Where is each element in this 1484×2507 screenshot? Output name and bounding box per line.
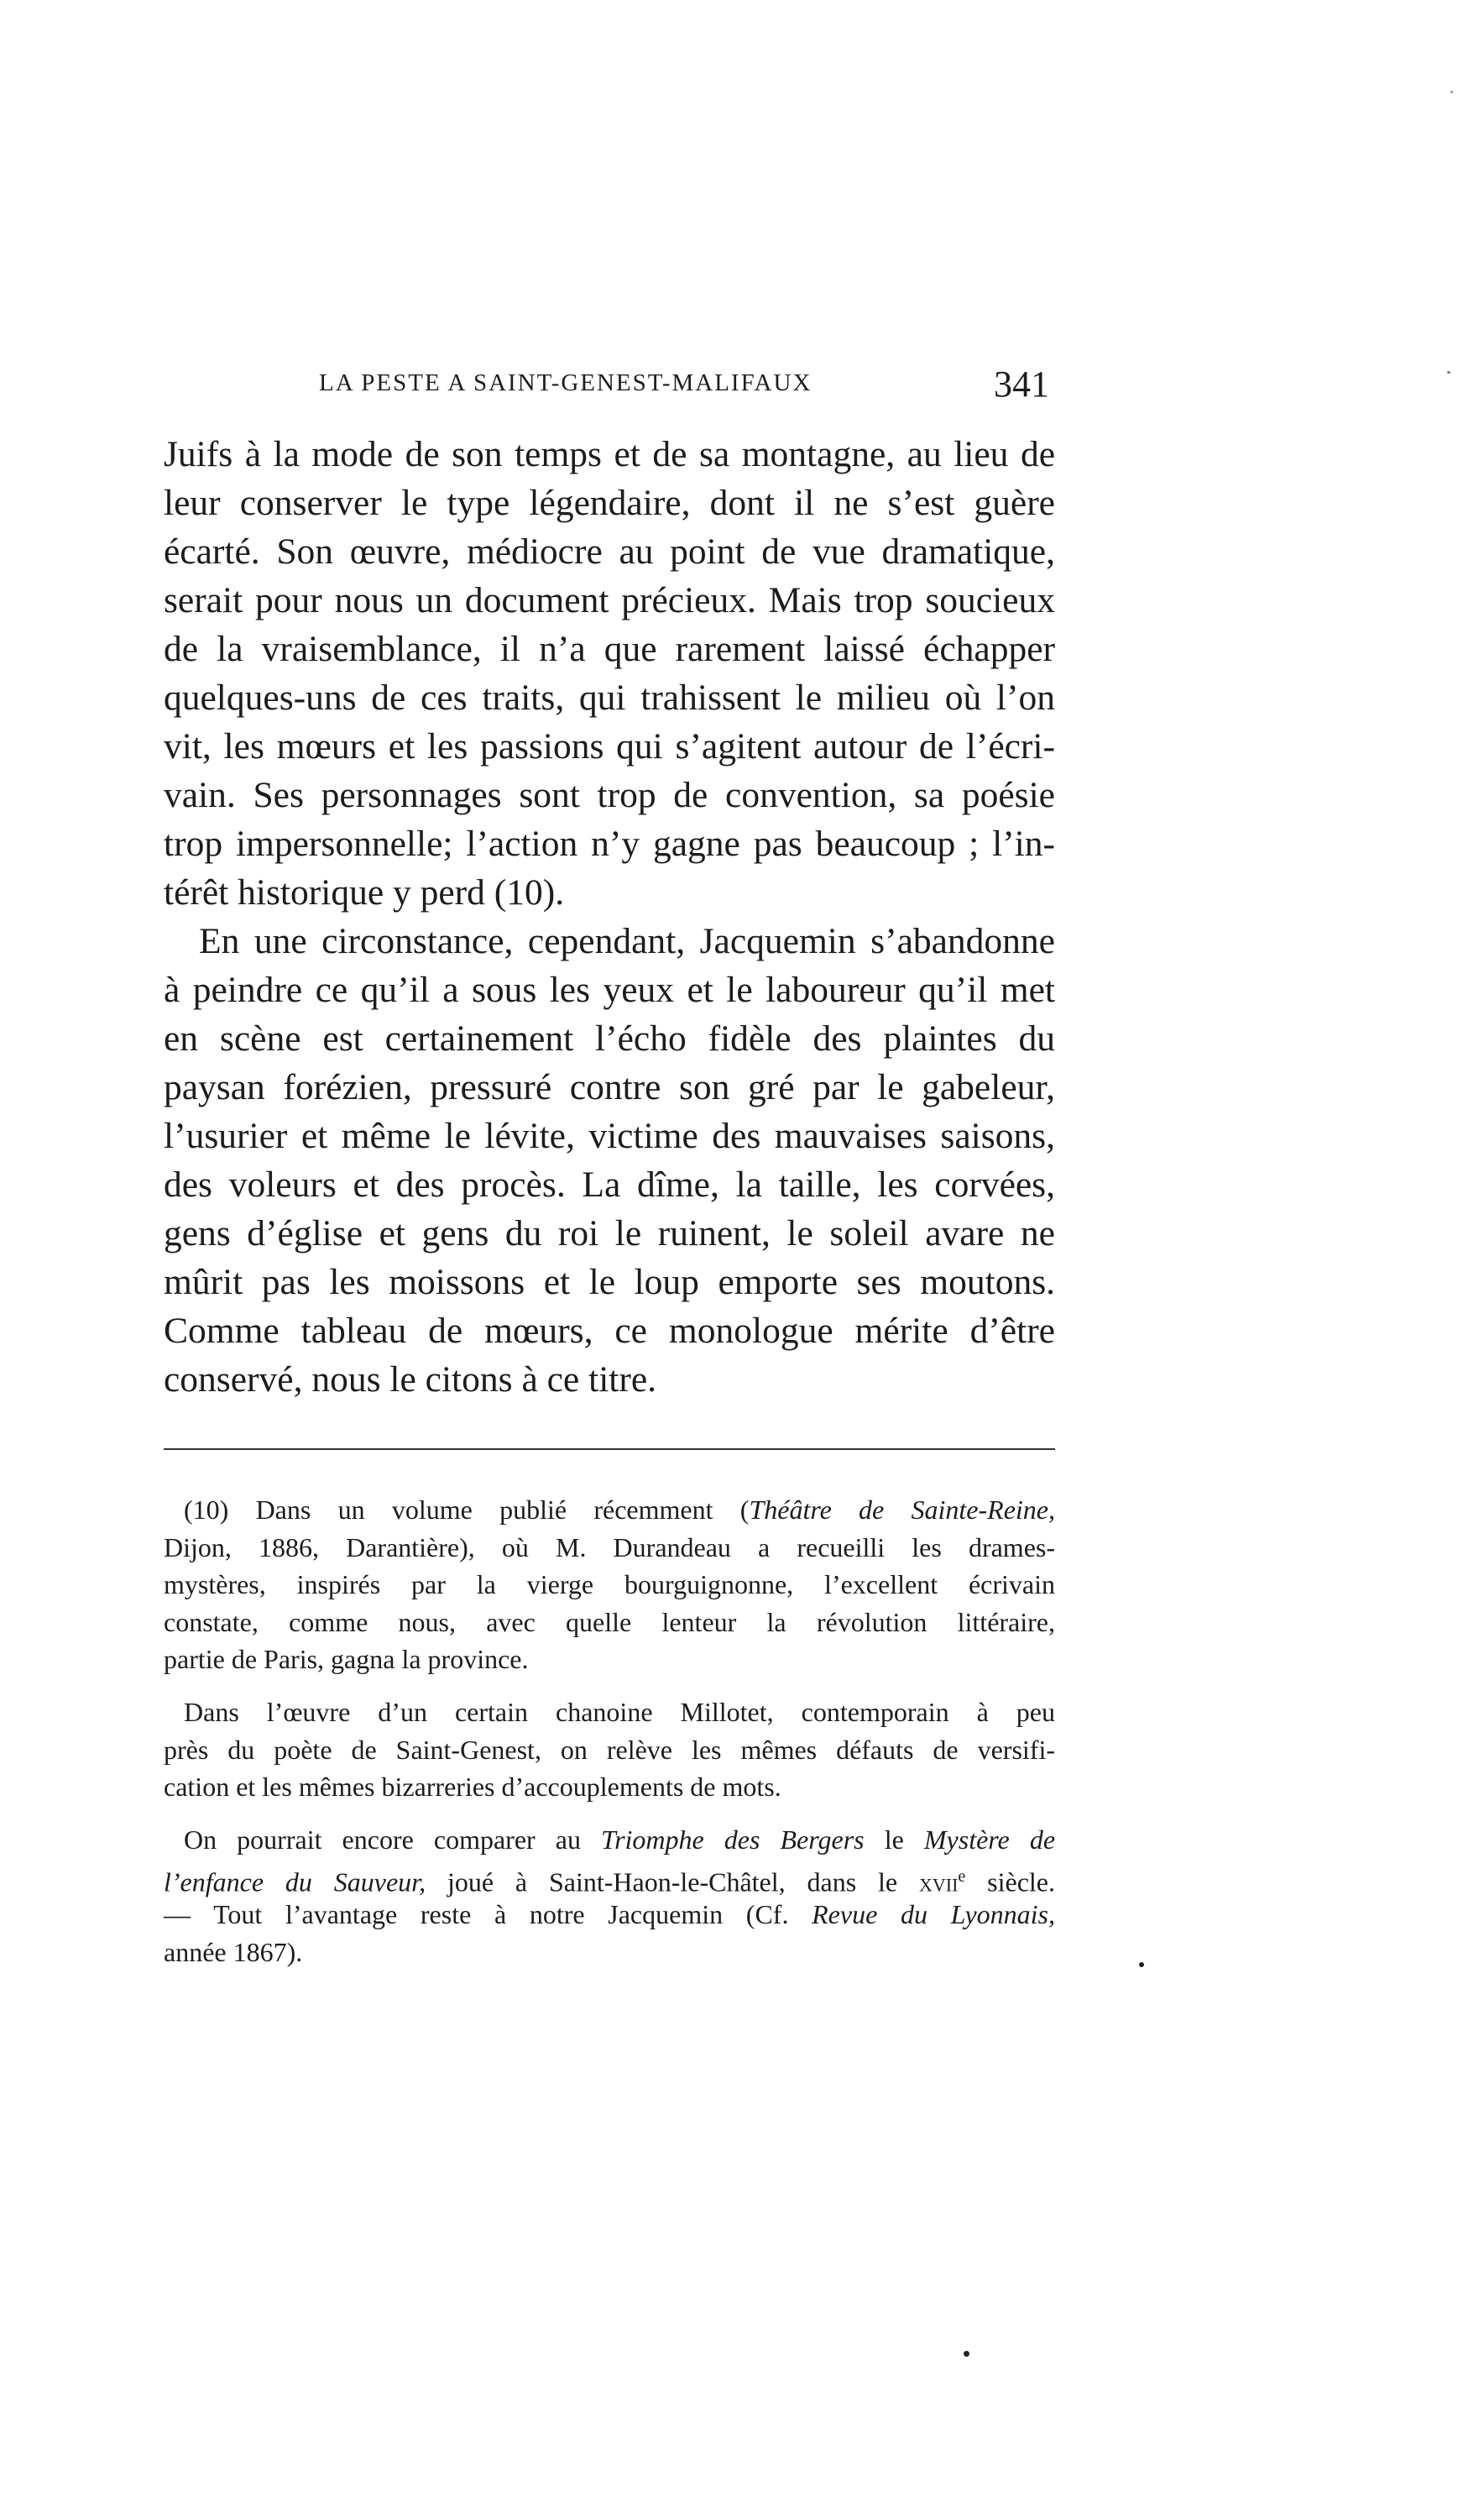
- text-line: à peindre ce qu’il a sous les yeux et le laboureur qu’il met: [164, 970, 1055, 1010]
- footnote-line: [164, 1858, 1055, 1896]
- text-line: quelques-uns de ces traits, qui trahissent le milieu où l’on: [164, 678, 1055, 718]
- page-header: [319, 363, 1049, 413]
- footnote-line: mystères, inspirés par la vierge bourguignonne, l’excellent écrivain: [164, 1569, 1055, 1600]
- italic-title: Revue du Lyonnais,: [812, 1898, 1055, 1929]
- text-line: de la vraisemblance, il n’a que rarement laissé échapper: [164, 629, 1055, 669]
- text-line: En une circonstance, cependant, Jacquemin s’abandonne: [199, 921, 1055, 961]
- footnote-line: [164, 1896, 1055, 1934]
- footnote-text: le: [864, 1824, 924, 1855]
- italic-title: Mystère de: [923, 1824, 1056, 1855]
- text-line: conservé, nous le citons à ce titre.: [164, 1359, 657, 1400]
- footnote-separator-rule: [164, 1448, 1055, 1450]
- text-line: Comme tableau de mœurs, ce monologue mérite d’être: [164, 1311, 1055, 1351]
- century-numeral: xvii: [918, 1867, 959, 1897]
- italic-title: Théâtre de Sainte-Reine,: [749, 1494, 1056, 1525]
- footnote-marker-text: (10) Dans un volume publié récemment (: [184, 1494, 750, 1525]
- text-line: écarté. Son œuvre, médiocre au point de vue dramatique,: [164, 531, 1055, 572]
- page-number: 341: [994, 364, 1049, 405]
- footnote-line: Dans l’œuvre d’un certain chanoine Millotet, contemporain à peu: [184, 1696, 1055, 1727]
- footnote-text: joué à Saint-Haon-le-Châtel, dans le: [426, 1867, 919, 1897]
- text-line: vain. Ses personnages sont trop de convention, sa poésie: [164, 775, 1055, 815]
- text-line: gens d’église et gens du roi le ruinent, le soleil avare ne: [164, 1213, 1055, 1254]
- text-line: en scène est certainement l’écho fidèle des plaintes du: [164, 1018, 1055, 1059]
- text-line: l’usurier et même le lévite, victime des mauvaises saisons,: [164, 1116, 1055, 1156]
- footnote-line: constate, comme nous, avec quelle lenteur la révolution littéraire,: [164, 1606, 1055, 1637]
- footnote-line: partie de Paris, gagna la province.: [164, 1644, 529, 1675]
- main-text: [164, 430, 1055, 1404]
- superscript: e: [958, 1867, 966, 1887]
- running-head: LA PESTE A SAINT-GENEST-MALIFAUX: [319, 369, 813, 396]
- footnote-text: — Tout l’avantage reste à notre Jacquemin (Cf.: [164, 1898, 813, 1929]
- text-line: mûrit pas les moissons et le loup emporte ses moutons.: [164, 1262, 1055, 1302]
- italic-title: Triomphe des Bergers: [601, 1824, 865, 1855]
- text-line: paysan forézien, pressuré contre son gré par le gabeleur,: [164, 1067, 1055, 1107]
- text-line: Juifs à la mode de son temps et de sa montagne, au lieu de: [164, 434, 1055, 474]
- text-line: vit, les mœurs et les passions qui s’agitent autour de l’écri-: [164, 726, 1055, 767]
- footnote-line: cation et les mêmes bizarreries d’accouplements de mots.: [164, 1772, 781, 1803]
- footnote-text: siècle.: [965, 1867, 1055, 1897]
- paper-speck: [1447, 371, 1450, 374]
- footnote-line: année 1867).: [164, 1936, 303, 1967]
- text-line: leur conserver le type légendaire, dont il ne s’est guère: [164, 483, 1055, 523]
- footnote-line: près du poète de Saint-Genest, on relève les mêmes défauts de versifi-: [164, 1734, 1055, 1765]
- footnote-line: [164, 1491, 1055, 1529]
- italic-title: l’enfance du Sauveur,: [164, 1867, 426, 1897]
- footnote-text: On pourrait encore comparer au: [184, 1824, 602, 1855]
- text-line: des voleurs et des procès. La dîme, la taille, les corvées,: [164, 1165, 1055, 1205]
- text-line: trop impersonnelle; l’action n’y gagne pas beaucoup ; l’in-: [164, 824, 1055, 864]
- footnote-line: Dijon, 1886, Darantière), où M. Durandeau a recueilli les drames-: [164, 1531, 1055, 1562]
- text-line: serait pour nous un document précieux. Mais trop soucieux: [164, 580, 1055, 620]
- paper-speck: [1450, 91, 1453, 93]
- footnotes: [164, 1491, 1055, 1971]
- paper-speck: [1139, 1962, 1144, 1967]
- footnote-line: [164, 1821, 1055, 1859]
- paper-speck: [964, 2351, 969, 2357]
- text-line: térêt historique y perd (10).: [164, 872, 565, 913]
